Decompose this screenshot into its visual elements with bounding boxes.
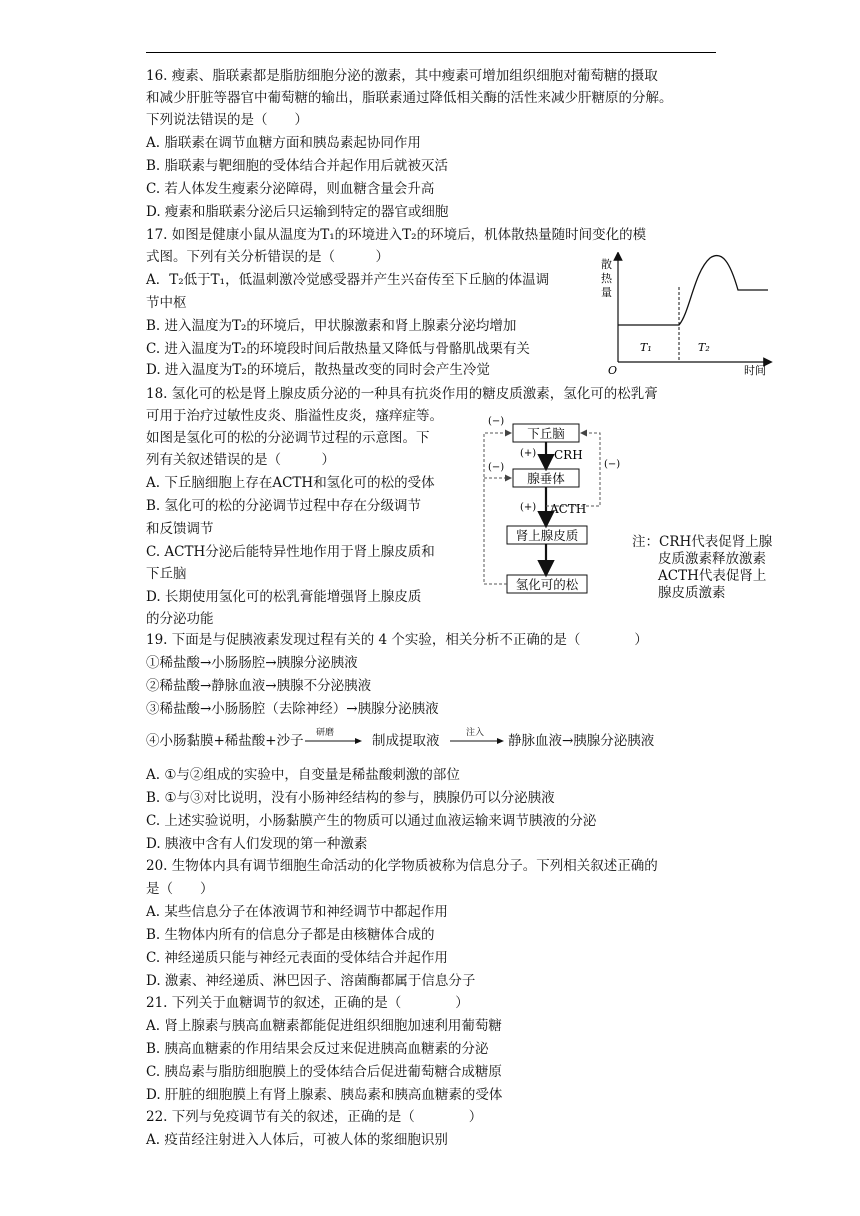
q18-option-b-line2: 和反馈调节 [146,521,214,537]
q18-stem-line3: 如图是氢化可的松的分泌调节过程的示意图。下 [146,430,430,446]
q18-option-a: A. 下丘脑细胞上存在ACTH和氢化可的松的受体 [146,475,435,491]
q19-experiment-2: ②稀盐酸→静脉血液→胰腺不分泌胰液 [146,678,372,694]
q19-option-d: D. 胰液中含有人们发现的第一种激素 [146,836,368,852]
box-hydrocortisone-label: 氢化可的松 [515,577,579,592]
q20-option-a: A. 某些信息分子在体液调节和神经调节中都起作用 [146,904,448,920]
q18-stem-line4: 列有关叙述错误的是（ ） [146,452,335,468]
t2-label: T₂ [698,341,710,354]
inject-label: 注入 [466,728,485,738]
q16-stem-line1: 16. 瘦素、脂联素都是脂肪细胞分泌的激素，其中瘦素可增加组织细胞对葡萄糖的摄取 [146,68,658,84]
q19-experiment-4-part3: 静脉血液→胰腺分泌胰液 [508,733,655,749]
diagram-note [632,534,772,602]
heat-dissipation-graph [598,252,773,378]
inject-arrow [450,737,505,745]
hormone-regulation-diagram [478,412,628,602]
q18-option-d-line2: 的分泌功能 [146,611,214,627]
q16-stem-line3: 下列说法错误的是（ ） [146,112,308,128]
q20-option-d: D. 激素、神经递质、淋巴因子、溶菌酶都属于信息分子 [146,973,476,989]
q17-stem-line2: 式图。下列有关分析错误的是（ ） [146,249,389,265]
y-axis-label-1: 散 [601,258,612,271]
q21-option-a: A. 肾上腺素与胰高血糖素都能促进组织细胞加速利用葡萄糖 [146,1018,502,1034]
plus-label-1: (+) [520,448,537,459]
q18-stem-line2: 可用于治疗过敏性皮炎、脂溢性皮炎，瘙痒症等。 [146,408,443,424]
note-line1: 注：CRH代表促肾上腺 [632,534,773,550]
q18-stem-line1: 18. 氢化可的松是肾上腺皮质分泌的一种具有抗炎作用的糖皮质激素，氢化可的松乳膏 [146,386,658,402]
q17-option-a-line2: 节中枢 [146,295,187,311]
q17-option-d: D. 进入温度为T₂的环境后，散热量改变的同时会产生冷觉 [146,362,490,378]
q18-option-b-line1: B. 氢化可的松的分泌调节过程中存在分级调节 [146,498,422,514]
q16-option-a: A. 脂联素在调节血糖方面和胰岛素起协同作用 [146,135,421,151]
q19-experiment-1: ①稀盐酸→小肠肠腔→胰腺分泌胰液 [146,655,358,671]
y-axis-label-2: 热 [601,272,612,285]
header-rule [146,52,716,53]
q19-stem: 19. 下面是与促胰液素发现过程有关的 4 个实验，相关分析不正确的是（ ） [146,632,648,648]
grind-arrow [305,737,363,745]
note-line3: ACTH代表促肾上 [658,568,767,584]
q16-option-c: C. 若人体发生瘦素分泌障碍，则血糖含量会升高 [146,181,435,197]
q20-option-b: B. 生物体内所有的信息分子都是由核糖体合成的 [146,927,435,943]
note-line4: 腺皮质激素 [658,585,726,601]
q17-option-b: B. 进入温度为T₂的环境后，甲状腺激素和肾上腺素分泌均增加 [146,318,517,334]
box-pituitary-label: 腺垂体 [527,471,565,486]
q18-option-d-line1: D. 长期使用氢化可的松乳膏能增强肾上腺皮质 [146,589,422,605]
q21-option-b: B. 胰高血糖素的作用结果会反过来促进胰高血糖素的分泌 [146,1041,489,1057]
q19-experiment-4-part2: 制成提取液 [372,733,440,749]
minus-label-right: (−) [604,459,621,470]
q19-experiment-4-part1: ④小肠黏膜+稀盐酸+沙子 [146,733,304,749]
q17-option-a-line1: A．T₂低于T₁，低温刺激冷觉感受器并产生兴奋传至下丘脑的体温调 [146,272,550,288]
heat-curve [618,256,768,325]
q19-option-b: B. ①与③对比说明，没有小肠神经结构的参与，胰腺仍可以分泌胰液 [146,790,555,806]
q18-option-c-line1: C. ACTH分泌后能特异性地作用于肾上腺皮质和 [146,544,435,560]
q20-option-c: C. 神经递质只能与神经元表面的受体结合并起作用 [146,950,448,966]
q18-option-c-line2: 下丘脑 [146,566,187,582]
plus-label-2: (+) [520,502,537,513]
acth-label: ACTH [550,502,587,516]
q17-stem-line1: 17. 如图是健康小鼠从温度为T₁的环境进入T₂的环境后，机体散热量随时间变化的模 [146,227,647,243]
q16-stem-line2: 和减少肝脏等器官中葡萄糖的输出，脂联素通过降低相关酶的活性来减少肝糖原的分解。 [146,90,673,106]
y-axis-label-3: 量 [601,286,612,299]
box-adrenal-cortex-label: 肾上腺皮质 [515,528,579,543]
x-axis-label: 时间 [744,364,766,377]
t1-label: T₁ [640,341,652,354]
q19-option-a: A. ①与②组成的实验中，自变量是稀盐酸刺激的部位 [146,767,460,783]
q21-option-c: C. 胰岛素与脂肪细胞膜上的受体结合后促进葡萄糖合成糖原 [146,1064,502,1080]
q16-option-b: B. 脂联素与靶细胞的受体结合并起作用后就被灭活 [146,158,449,174]
q19-option-c: C. 上述实验说明，小肠黏膜产生的物质可以通过血液运输来调节胰液的分泌 [146,813,597,829]
crh-label: CRH [554,448,583,462]
q17-option-c: C. 进入温度为T₂的环境段时间后散热量又降低与骨骼肌战栗有关 [146,341,530,357]
q21-stem: 21. 下列关于血糖调节的叙述，正确的是（ ） [146,995,469,1011]
q16-option-d: D. 瘦素和脂联素分泌后只运输到特定的器官或细胞 [146,204,449,220]
q21-option-d: D. 肝脏的细胞膜上有肾上腺素、胰岛素和胰高血糖素的受体 [146,1087,503,1103]
note-line2: 皮质激素释放激素 [658,551,766,567]
q22-stem: 22. 下列与免疫调节有关的叙述，正确的是（ ） [146,1109,483,1125]
minus-label-left-top: (−) [488,416,505,427]
box-hypothalamus-label: 下丘脑 [527,426,565,441]
origin-label: O [608,364,618,377]
q22-option-a: A. 疫苗经注射进入人体后，可被人体的浆细胞识别 [146,1132,448,1148]
q20-stem-line2: 是（ ） [146,881,214,897]
minus-label-left-mid: (−) [488,462,505,473]
grind-label: 研磨 [316,728,335,738]
q19-experiment-3: ③稀盐酸→小肠肠腔（去除神经）→胰腺分泌胰液 [146,701,439,717]
q20-stem-line1: 20. 生物体内具有调节细胞生命活动的化学物质被称为信息分子。下列相关叙述正确的 [146,858,658,874]
